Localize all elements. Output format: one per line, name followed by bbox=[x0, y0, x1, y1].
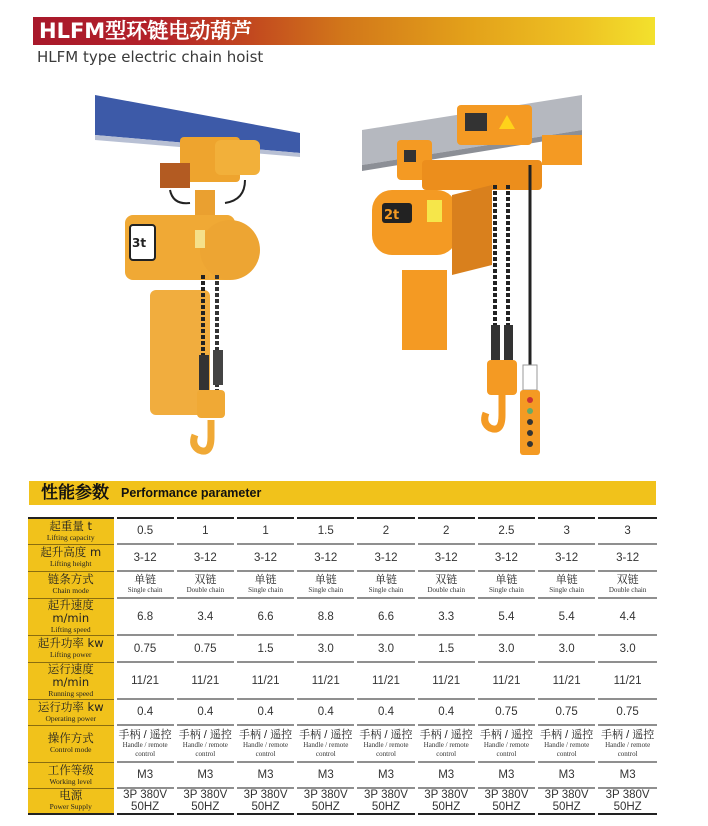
row-label-cn: 起升速度 m/min bbox=[47, 597, 94, 625]
table-cell bbox=[537, 518, 597, 544]
table-cell bbox=[537, 725, 597, 762]
table-cell bbox=[235, 598, 295, 635]
cell-value-cn: 手柄 / 遥控 bbox=[601, 728, 655, 741]
row-label-cn: 起重量 t bbox=[49, 518, 93, 533]
cell-value: M3 bbox=[257, 769, 274, 781]
row-label-cn: 工作等级 bbox=[47, 762, 94, 777]
cell-value-cn: 双链 bbox=[194, 574, 217, 586]
table-cell bbox=[597, 598, 657, 635]
cell-value-line1: 3P 380V bbox=[424, 789, 469, 801]
page-title: HLFM型环链电动葫芦 bbox=[39, 19, 253, 43]
cell-value-en-2: control bbox=[436, 749, 457, 758]
row-label-cn: 起升高度 m bbox=[40, 545, 102, 559]
row-label-en: Lifting capacity bbox=[46, 532, 95, 542]
row-label bbox=[28, 518, 115, 544]
table-cell bbox=[175, 635, 235, 662]
cell-value: 11/21 bbox=[311, 674, 340, 687]
cell-value-line2: 50HZ bbox=[191, 801, 220, 813]
table-row bbox=[28, 662, 657, 699]
cell-value: 11/21 bbox=[613, 674, 642, 687]
table-cell bbox=[476, 544, 536, 571]
table-cell bbox=[356, 788, 416, 814]
cell-value: 0.4 bbox=[377, 706, 394, 718]
row-label-en: Power Supply bbox=[49, 802, 92, 812]
table-cell bbox=[597, 662, 657, 699]
page-subtitle: HLFM type electric chain hoist bbox=[37, 48, 264, 66]
cell-value-en: Single chain bbox=[248, 586, 283, 594]
table-cell bbox=[356, 635, 416, 662]
table-cell bbox=[356, 571, 416, 598]
cell-value: M3 bbox=[619, 769, 636, 781]
table-cell bbox=[296, 762, 356, 788]
table-cell bbox=[115, 635, 175, 662]
cell-value-en: Handle / remote bbox=[423, 740, 469, 749]
cell-value: 6.6 bbox=[377, 610, 394, 623]
table-cell bbox=[476, 598, 536, 635]
cell-value: 0.75 bbox=[616, 706, 639, 718]
svg-text:3t: 3t bbox=[132, 236, 147, 250]
cell-value-line1: 3P 380V bbox=[364, 789, 408, 801]
cell-value: 11/21 bbox=[552, 674, 581, 687]
table-cell bbox=[476, 762, 536, 788]
cell-value: 0.75 bbox=[194, 642, 217, 655]
table-cell bbox=[476, 788, 536, 814]
table-cell bbox=[115, 571, 175, 598]
table-cell bbox=[175, 518, 235, 544]
cell-value-cn: 双链 bbox=[616, 574, 639, 586]
table-cell bbox=[115, 598, 175, 635]
cell-value-en: Single chain bbox=[549, 586, 585, 594]
cell-value: 1 bbox=[202, 525, 209, 537]
cell-value: 0.4 bbox=[197, 706, 214, 718]
row-label-en: Control mode bbox=[50, 745, 92, 754]
table-cell bbox=[597, 699, 657, 725]
cell-value: 2 bbox=[382, 525, 390, 537]
cell-value-en: Double chain bbox=[608, 586, 647, 594]
cell-value: 3.0 bbox=[619, 642, 636, 655]
table-row bbox=[28, 571, 657, 598]
cell-value: 6.8 bbox=[137, 610, 154, 623]
row-label-en: Working level bbox=[49, 776, 92, 786]
table-cell bbox=[597, 635, 657, 662]
cell-value: 3-12 bbox=[434, 551, 458, 564]
cell-value: 3.0 bbox=[317, 642, 334, 655]
cell-value-en: Single chain bbox=[308, 586, 344, 594]
table-cell bbox=[235, 699, 295, 725]
cell-value: 5.4 bbox=[558, 610, 575, 623]
cell-value-cn: 手柄 / 遥控 bbox=[238, 728, 293, 741]
cell-value: 0.75 bbox=[555, 706, 578, 718]
cell-value-en: Single chain bbox=[489, 586, 524, 594]
row-label bbox=[28, 725, 115, 762]
row-label-cn: 电源 bbox=[59, 788, 83, 803]
cell-value: 0.4 bbox=[257, 706, 274, 718]
table-cell bbox=[175, 762, 235, 788]
table-cell bbox=[235, 788, 295, 814]
cell-value-line1: 3P 380V bbox=[544, 789, 589, 801]
table-cell bbox=[115, 788, 175, 814]
row-label-en: Chain mode bbox=[52, 586, 89, 595]
cell-value-line2: 50HZ bbox=[492, 801, 521, 813]
cell-value-cn: 双链 bbox=[435, 574, 458, 586]
cell-value: 4.4 bbox=[619, 610, 636, 623]
cell-value-en-2: control bbox=[135, 749, 156, 758]
cell-value-line1: 3P 380V bbox=[243, 789, 288, 801]
cell-value: M3 bbox=[137, 769, 154, 781]
cell-value: 0.75 bbox=[133, 642, 157, 655]
table-cell bbox=[416, 699, 476, 725]
product-image-hoist-3t bbox=[95, 85, 310, 460]
row-label-cn: 链条方式 bbox=[47, 572, 94, 586]
table-cell bbox=[416, 725, 476, 762]
cell-value: 3-12 bbox=[314, 551, 338, 564]
section-header-performance bbox=[29, 481, 656, 505]
cell-value: 11/21 bbox=[251, 674, 280, 687]
cell-value-line1: 3P 380V bbox=[605, 789, 650, 801]
cell-value: 11/21 bbox=[131, 674, 160, 687]
table-cell bbox=[175, 544, 235, 571]
cell-value-cn: 单链 bbox=[254, 574, 277, 586]
table-cell bbox=[115, 699, 175, 725]
svg-text:2t: 2t bbox=[384, 208, 400, 223]
table-cell bbox=[115, 762, 175, 788]
cell-value: 8.8 bbox=[317, 610, 334, 623]
table-cell bbox=[476, 635, 536, 662]
table-cell bbox=[235, 662, 295, 699]
cell-value: M3 bbox=[377, 769, 394, 781]
cell-value-en: Handle / remote bbox=[483, 740, 529, 749]
table-cell bbox=[416, 788, 476, 814]
table-row bbox=[28, 544, 657, 571]
table-cell bbox=[537, 788, 597, 814]
cell-value-cn: 手柄 / 遥控 bbox=[299, 728, 353, 741]
cell-value-cn: 单链 bbox=[314, 574, 337, 586]
cell-value: 0.5 bbox=[137, 525, 154, 537]
table-cell bbox=[476, 571, 536, 598]
table-cell bbox=[597, 725, 657, 762]
table-cell bbox=[175, 725, 235, 762]
table-cell bbox=[175, 788, 235, 814]
cell-value: 3.0 bbox=[377, 642, 394, 655]
cell-value: 11/21 bbox=[191, 674, 220, 687]
table-cell bbox=[416, 544, 476, 571]
table-cell bbox=[356, 518, 416, 544]
product-image-hoist-2t bbox=[362, 85, 592, 465]
table-cell bbox=[115, 725, 175, 762]
cell-value-line1: 3P 380V bbox=[183, 789, 228, 801]
table-cell bbox=[416, 518, 476, 544]
cell-value-en: Single chain bbox=[368, 586, 404, 594]
cell-value-en: Handle / remote bbox=[243, 740, 289, 749]
table-cell bbox=[356, 699, 416, 725]
cell-value-line2: 50HZ bbox=[311, 801, 340, 813]
table-cell bbox=[537, 762, 597, 788]
table-cell bbox=[175, 662, 235, 699]
cell-value: 0.75 bbox=[495, 706, 518, 718]
cell-value: 0.4 bbox=[438, 706, 455, 718]
table-row bbox=[28, 518, 657, 544]
cell-value: 3.0 bbox=[498, 642, 515, 655]
cell-value-line2: 50HZ bbox=[552, 801, 581, 813]
cell-value-en: Double chain bbox=[427, 586, 465, 594]
cell-value: M3 bbox=[498, 769, 515, 781]
table-cell bbox=[416, 598, 476, 635]
table-cell bbox=[296, 635, 356, 662]
cell-value: 6.6 bbox=[257, 610, 274, 623]
row-label bbox=[28, 762, 115, 788]
cell-value-en: Single chain bbox=[127, 586, 163, 594]
table-cell bbox=[537, 598, 597, 635]
table-cell bbox=[597, 544, 657, 571]
cell-value-en: Double chain bbox=[186, 586, 225, 594]
row-label bbox=[28, 571, 115, 598]
cell-value-en-2: control bbox=[195, 749, 216, 758]
cell-value: 3 bbox=[624, 525, 631, 537]
table-cell bbox=[597, 788, 657, 814]
cell-value-cn: 手柄 / 遥控 bbox=[479, 728, 533, 741]
table-cell bbox=[296, 662, 356, 699]
cell-value: M3 bbox=[197, 769, 214, 781]
cell-value-line2: 50HZ bbox=[371, 801, 401, 813]
table-cell bbox=[235, 518, 295, 544]
table-cell bbox=[476, 699, 536, 725]
table-cell bbox=[235, 725, 295, 762]
cell-value: M3 bbox=[558, 769, 575, 781]
table-cell bbox=[416, 762, 476, 788]
cell-value: M3 bbox=[438, 769, 455, 781]
table-cell bbox=[296, 571, 356, 598]
table-cell bbox=[597, 518, 657, 544]
cell-value-cn: 单链 bbox=[374, 574, 397, 586]
title-banner bbox=[33, 17, 655, 45]
cell-value-en: Handle / remote bbox=[122, 740, 168, 749]
table-row bbox=[28, 725, 657, 762]
table-cell bbox=[296, 518, 356, 544]
table-cell bbox=[537, 635, 597, 662]
table-cell bbox=[115, 662, 175, 699]
table-cell bbox=[476, 725, 536, 762]
cell-value-cn: 手柄 / 遥控 bbox=[419, 728, 473, 741]
cell-value-en: Handle / remote bbox=[605, 740, 651, 749]
cell-value: 0.4 bbox=[317, 706, 334, 718]
cell-value: 1.5 bbox=[317, 525, 334, 537]
row-label bbox=[28, 662, 115, 699]
table-cell bbox=[597, 762, 657, 788]
table-cell bbox=[476, 518, 536, 544]
cell-value-en: Handle / remote bbox=[182, 740, 228, 749]
table-cell bbox=[115, 518, 175, 544]
cell-value: 3-12 bbox=[494, 551, 518, 564]
cell-value-en: Handle / remote bbox=[544, 740, 590, 749]
section-title-cn: 性能参数 bbox=[41, 483, 109, 503]
table-row bbox=[28, 788, 657, 814]
cell-value: 11/21 bbox=[372, 674, 400, 687]
table-cell bbox=[296, 699, 356, 725]
table-row bbox=[28, 762, 657, 788]
cell-value-line1: 3P 380V bbox=[123, 789, 168, 801]
cell-value-en-2: control bbox=[617, 749, 638, 758]
section-title-en: Performance parameter bbox=[121, 486, 262, 500]
table-row bbox=[28, 635, 657, 662]
row-label-cn: 起升功率 kw bbox=[37, 636, 104, 650]
performance-table bbox=[28, 517, 657, 815]
row-label-en: Lifting height bbox=[50, 559, 92, 568]
cell-value-cn: 单链 bbox=[495, 574, 518, 586]
table-cell bbox=[235, 571, 295, 598]
cell-value: 3-12 bbox=[254, 551, 278, 564]
cell-value: 3.4 bbox=[197, 610, 214, 623]
table-row bbox=[28, 598, 657, 635]
table-cell bbox=[537, 662, 597, 699]
cell-value: 2 bbox=[443, 525, 450, 537]
cell-value: 5.4 bbox=[498, 610, 515, 623]
table-cell bbox=[356, 725, 416, 762]
table-cell bbox=[175, 699, 235, 725]
table-cell bbox=[296, 725, 356, 762]
table-cell bbox=[296, 544, 356, 571]
table-cell bbox=[356, 762, 416, 788]
row-label bbox=[28, 598, 115, 635]
table-cell bbox=[115, 544, 175, 571]
cell-value: 3-12 bbox=[374, 551, 398, 564]
cell-value: 3.0 bbox=[558, 642, 575, 655]
cell-value: M3 bbox=[317, 769, 334, 781]
table-cell bbox=[356, 544, 416, 571]
cell-value-en: Handle / remote bbox=[363, 740, 409, 749]
cell-value-en-2: control bbox=[376, 749, 396, 758]
table-cell bbox=[175, 571, 235, 598]
cell-value: 1.5 bbox=[438, 642, 455, 655]
table-cell bbox=[597, 571, 657, 598]
cell-value-cn: 手柄 / 遥控 bbox=[118, 728, 172, 741]
table-cell bbox=[235, 762, 295, 788]
table-cell bbox=[296, 788, 356, 814]
row-label-cn: 操作方式 bbox=[47, 731, 94, 745]
table-cell bbox=[296, 598, 356, 635]
cell-value-line1: 3P 380V bbox=[484, 789, 529, 801]
row-label-en: Lifting power bbox=[50, 650, 92, 659]
cell-value: 1 bbox=[262, 525, 269, 537]
cell-value-cn: 手柄 / 遥控 bbox=[540, 728, 594, 741]
table-cell bbox=[175, 598, 235, 635]
cell-value: 3-12 bbox=[193, 551, 217, 564]
cell-value: 3 bbox=[563, 525, 570, 537]
table-cell bbox=[416, 662, 476, 699]
cell-value-en-2: control bbox=[556, 749, 577, 758]
cell-value-cn: 手柄 / 遥控 bbox=[178, 728, 232, 741]
table-cell bbox=[416, 571, 476, 598]
table-cell bbox=[235, 544, 295, 571]
cell-value-line2: 50HZ bbox=[613, 801, 642, 813]
cell-value-line1: 3P 380V bbox=[303, 789, 348, 801]
table-cell bbox=[356, 662, 416, 699]
cell-value-line2: 50HZ bbox=[432, 801, 461, 813]
cell-value-cn: 手柄 / 遥控 bbox=[359, 728, 413, 741]
cell-value: 3-12 bbox=[133, 551, 157, 564]
row-label bbox=[28, 635, 115, 662]
cell-value: 0.4 bbox=[137, 706, 154, 718]
cell-value: 11/21 bbox=[432, 674, 461, 687]
cell-value: 1.5 bbox=[257, 642, 274, 655]
row-label-cn: 运行速度 m/min bbox=[47, 661, 94, 689]
table-cell bbox=[235, 635, 295, 662]
table-cell bbox=[416, 635, 476, 662]
table-cell bbox=[476, 662, 536, 699]
cell-value-cn: 单链 bbox=[134, 574, 157, 586]
row-label-en: Lifting speed bbox=[50, 624, 91, 634]
row-label bbox=[28, 788, 115, 814]
cell-value: 2.5 bbox=[498, 525, 515, 537]
table-cell bbox=[537, 571, 597, 598]
row-label-cn: 运行功率 kw bbox=[37, 699, 104, 714]
row-label-en: Running speed bbox=[48, 688, 94, 698]
table-cell bbox=[356, 598, 416, 635]
cell-value: 3-12 bbox=[555, 551, 579, 564]
cell-value-cn: 单链 bbox=[555, 574, 578, 586]
row-label-en: Operating power bbox=[45, 713, 97, 723]
table-row bbox=[28, 699, 657, 725]
row-label bbox=[28, 544, 115, 571]
cell-value: 11/21 bbox=[492, 674, 521, 687]
table-cell bbox=[537, 699, 597, 725]
cell-value-en-2: control bbox=[496, 749, 517, 758]
table-cell bbox=[537, 544, 597, 571]
cell-value-en-2: control bbox=[315, 749, 336, 758]
row-label bbox=[28, 699, 115, 725]
cell-value: 3-12 bbox=[616, 551, 640, 564]
cell-value-line2: 50HZ bbox=[251, 801, 280, 813]
cell-value: 3.3 bbox=[438, 610, 455, 623]
cell-value-en: Handle / remote bbox=[303, 740, 349, 749]
cell-value-line2: 50HZ bbox=[131, 801, 160, 813]
cell-value-en-2: control bbox=[255, 749, 276, 758]
